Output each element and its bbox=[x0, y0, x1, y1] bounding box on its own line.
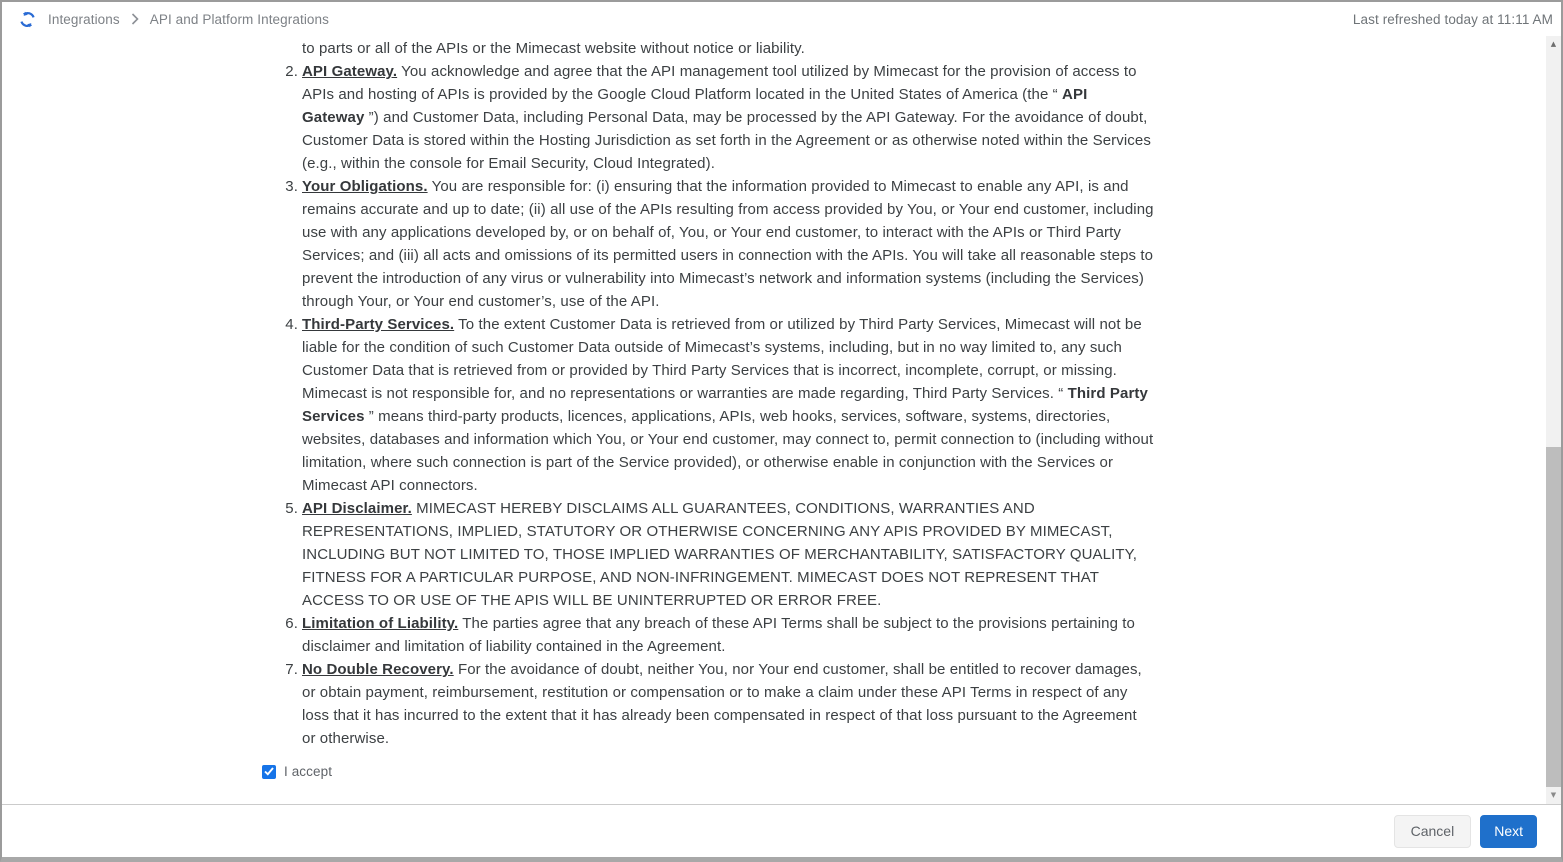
refresh-icon[interactable] bbox=[18, 10, 36, 28]
breadcrumb-item-api-platform-integrations[interactable]: API and Platform Integrations bbox=[149, 11, 329, 27]
term-number: 2. bbox=[285, 63, 298, 80]
term-item bbox=[283, 175, 1154, 313]
scroll-down-arrow-icon[interactable]: ▼ bbox=[1550, 790, 1557, 799]
term-text bbox=[302, 175, 1154, 313]
breadcrumb bbox=[48, 12, 329, 27]
accept-checkbox[interactable] bbox=[262, 765, 276, 779]
term-title: API Disclaimer. bbox=[302, 500, 412, 517]
term-number: 5. bbox=[285, 500, 298, 517]
refresh-icon-glyph bbox=[19, 11, 36, 28]
term-segment: To the extent Customer Data is retrieved from or utilized by Third Party Services, Mimecast will not be liable for the condition of such Customer Data outside of Mimecast’s systems, including, but in no way limited to, any such Customer Data that is retrieved from or provided by Third Party Services that is incorrect, incomplete, corrupt, or missing. Mimecast is not responsible for, and no representations or warranties are made regarding, Third Party Services. “ bbox=[302, 316, 1142, 402]
next-button[interactable]: Next bbox=[1480, 815, 1537, 848]
term-segment: For the avoidance of doubt, neither You, nor Your end customer, shall be entitled to recover damages, or obtain payment, reimbursement, restitution or compensation or to make a claim under these API Terms in respect of any loss that it has incurred to the extent that it has already been compensated in respect of that loss pursuant to the Agreement or otherwise. bbox=[302, 661, 1142, 747]
term-number: 6. bbox=[285, 615, 298, 632]
chevron-right-icon bbox=[131, 13, 139, 25]
term-number: 7. bbox=[285, 661, 298, 678]
terms-content bbox=[2, 36, 1544, 804]
term-segment: MIMECAST HEREBY DISCLAIMS ALL GUARANTEES, CONDITIONS, WARRANTIES AND REPRESENTATIONS, IMPLIED, STATUTORY OR OTHERWISE CONCERNING ANY APIS PROVIDED BY MIMECAST, INCLUDING BUT NOT LIMITED TO, THOSE IMPLIED WARRANTIES OF MERCHANTABILITY, SATISFACTORY QUALITY, FITNESS FOR A PARTICULAR PURPOSE, AND NON-INFRINGEMENT. MIMECAST DOES NOT REPRESENT THAT ACCESS TO OR USE OF THE APIS WILL BE UNINTERRUPTED OR ERROR FREE. bbox=[302, 500, 1138, 609]
cancel-button[interactable]: Cancel bbox=[1394, 815, 1472, 848]
term-segment: You are responsible for: (i) ensuring that the information provided to Mimecast to enable any API, is and remains accurate and up to date; (ii) all use of the APIs resulting from access provided by You, or Your end customer, including use with any applications developed by, or on behalf of, You, or Your end customer, to interact with the APIs or Third Party Services; and (iii) all acts and omissions of its permitted users in connection with the APIs. You will take all reasonable steps to prevent the introduction of any virus or vulnerability into Mimecast’s network and information systems (including the Services) through Your, or Your end customer’s, use of the API. bbox=[302, 178, 1154, 310]
scrollbar-thumb[interactable] bbox=[1546, 447, 1561, 787]
term-item bbox=[283, 497, 1154, 612]
term-item bbox=[283, 612, 1154, 658]
terms-intro-fragment: to parts or all of the APIs or the Mimecast website without notice or liability. bbox=[302, 40, 805, 57]
header-bar bbox=[2, 2, 1561, 36]
term-segment: You acknowledge and agree that the API management tool utilized by Mimecast for the provision of access to APIs and hosting of APIs is provided by the Google Cloud Platform located in the United States of America (the “ bbox=[302, 63, 1137, 103]
last-refreshed-text: Last refreshed today at 11:11 AM bbox=[1352, 11, 1553, 27]
scroll-up-arrow-icon[interactable]: ▲ bbox=[1550, 39, 1557, 48]
term-item bbox=[283, 60, 1154, 175]
term-text bbox=[302, 60, 1154, 175]
term-title: Limitation of Liability. bbox=[302, 615, 459, 632]
term-text bbox=[302, 313, 1154, 497]
term-title: API Gateway. bbox=[302, 63, 398, 80]
term-item bbox=[283, 658, 1154, 750]
accept-row[interactable] bbox=[262, 760, 332, 783]
footer-bar bbox=[2, 804, 1561, 857]
terms-list bbox=[283, 60, 1154, 750]
breadcrumb-item-integrations[interactable]: Integrations bbox=[48, 11, 120, 27]
term-title: No Double Recovery. bbox=[302, 661, 454, 678]
term-item bbox=[283, 313, 1154, 497]
checkmark-icon bbox=[264, 767, 274, 776]
term-segment: ” means third-party products, licences, applications, APIs, web hooks, services, software, systems, directories, websites, databases and information which You, or Your end customer, may connect to, permit connection to (including without limitation, where such connection is part of the Service provided), or otherwise enable in conjunction with the Services or Mimecast API connectors. bbox=[302, 408, 1154, 494]
term-text bbox=[302, 658, 1154, 750]
term-number: 4. bbox=[285, 316, 298, 333]
term-text bbox=[302, 497, 1154, 612]
term-segment: ”) and Customer Data, including Personal Data, may be processed by the API Gateway. For the avoidance of doubt, Customer Data is stored within the Hosting Jurisdiction as set forth in the Agreement or as otherwise noted within the Services (e.g., within the console for Email Security, Cloud Integrated). bbox=[302, 109, 1151, 172]
term-text bbox=[302, 612, 1154, 658]
term-segment: The parties agree that any breach of these API Terms shall be subject to the provisions pertaining to disclaimer and limitation of liability contained in the Agreement. bbox=[302, 615, 1135, 655]
term-defined-phrase: Third Party Services bbox=[302, 385, 1148, 425]
vertical-scrollbar[interactable] bbox=[1546, 36, 1561, 804]
term-title: Third-Party Services. bbox=[302, 316, 455, 333]
term-defined-phrase: API Gateway bbox=[302, 86, 1088, 126]
accept-label: I accept bbox=[284, 764, 333, 779]
term-title: Your Obligations. bbox=[302, 178, 428, 195]
term-number: 3. bbox=[285, 178, 298, 195]
